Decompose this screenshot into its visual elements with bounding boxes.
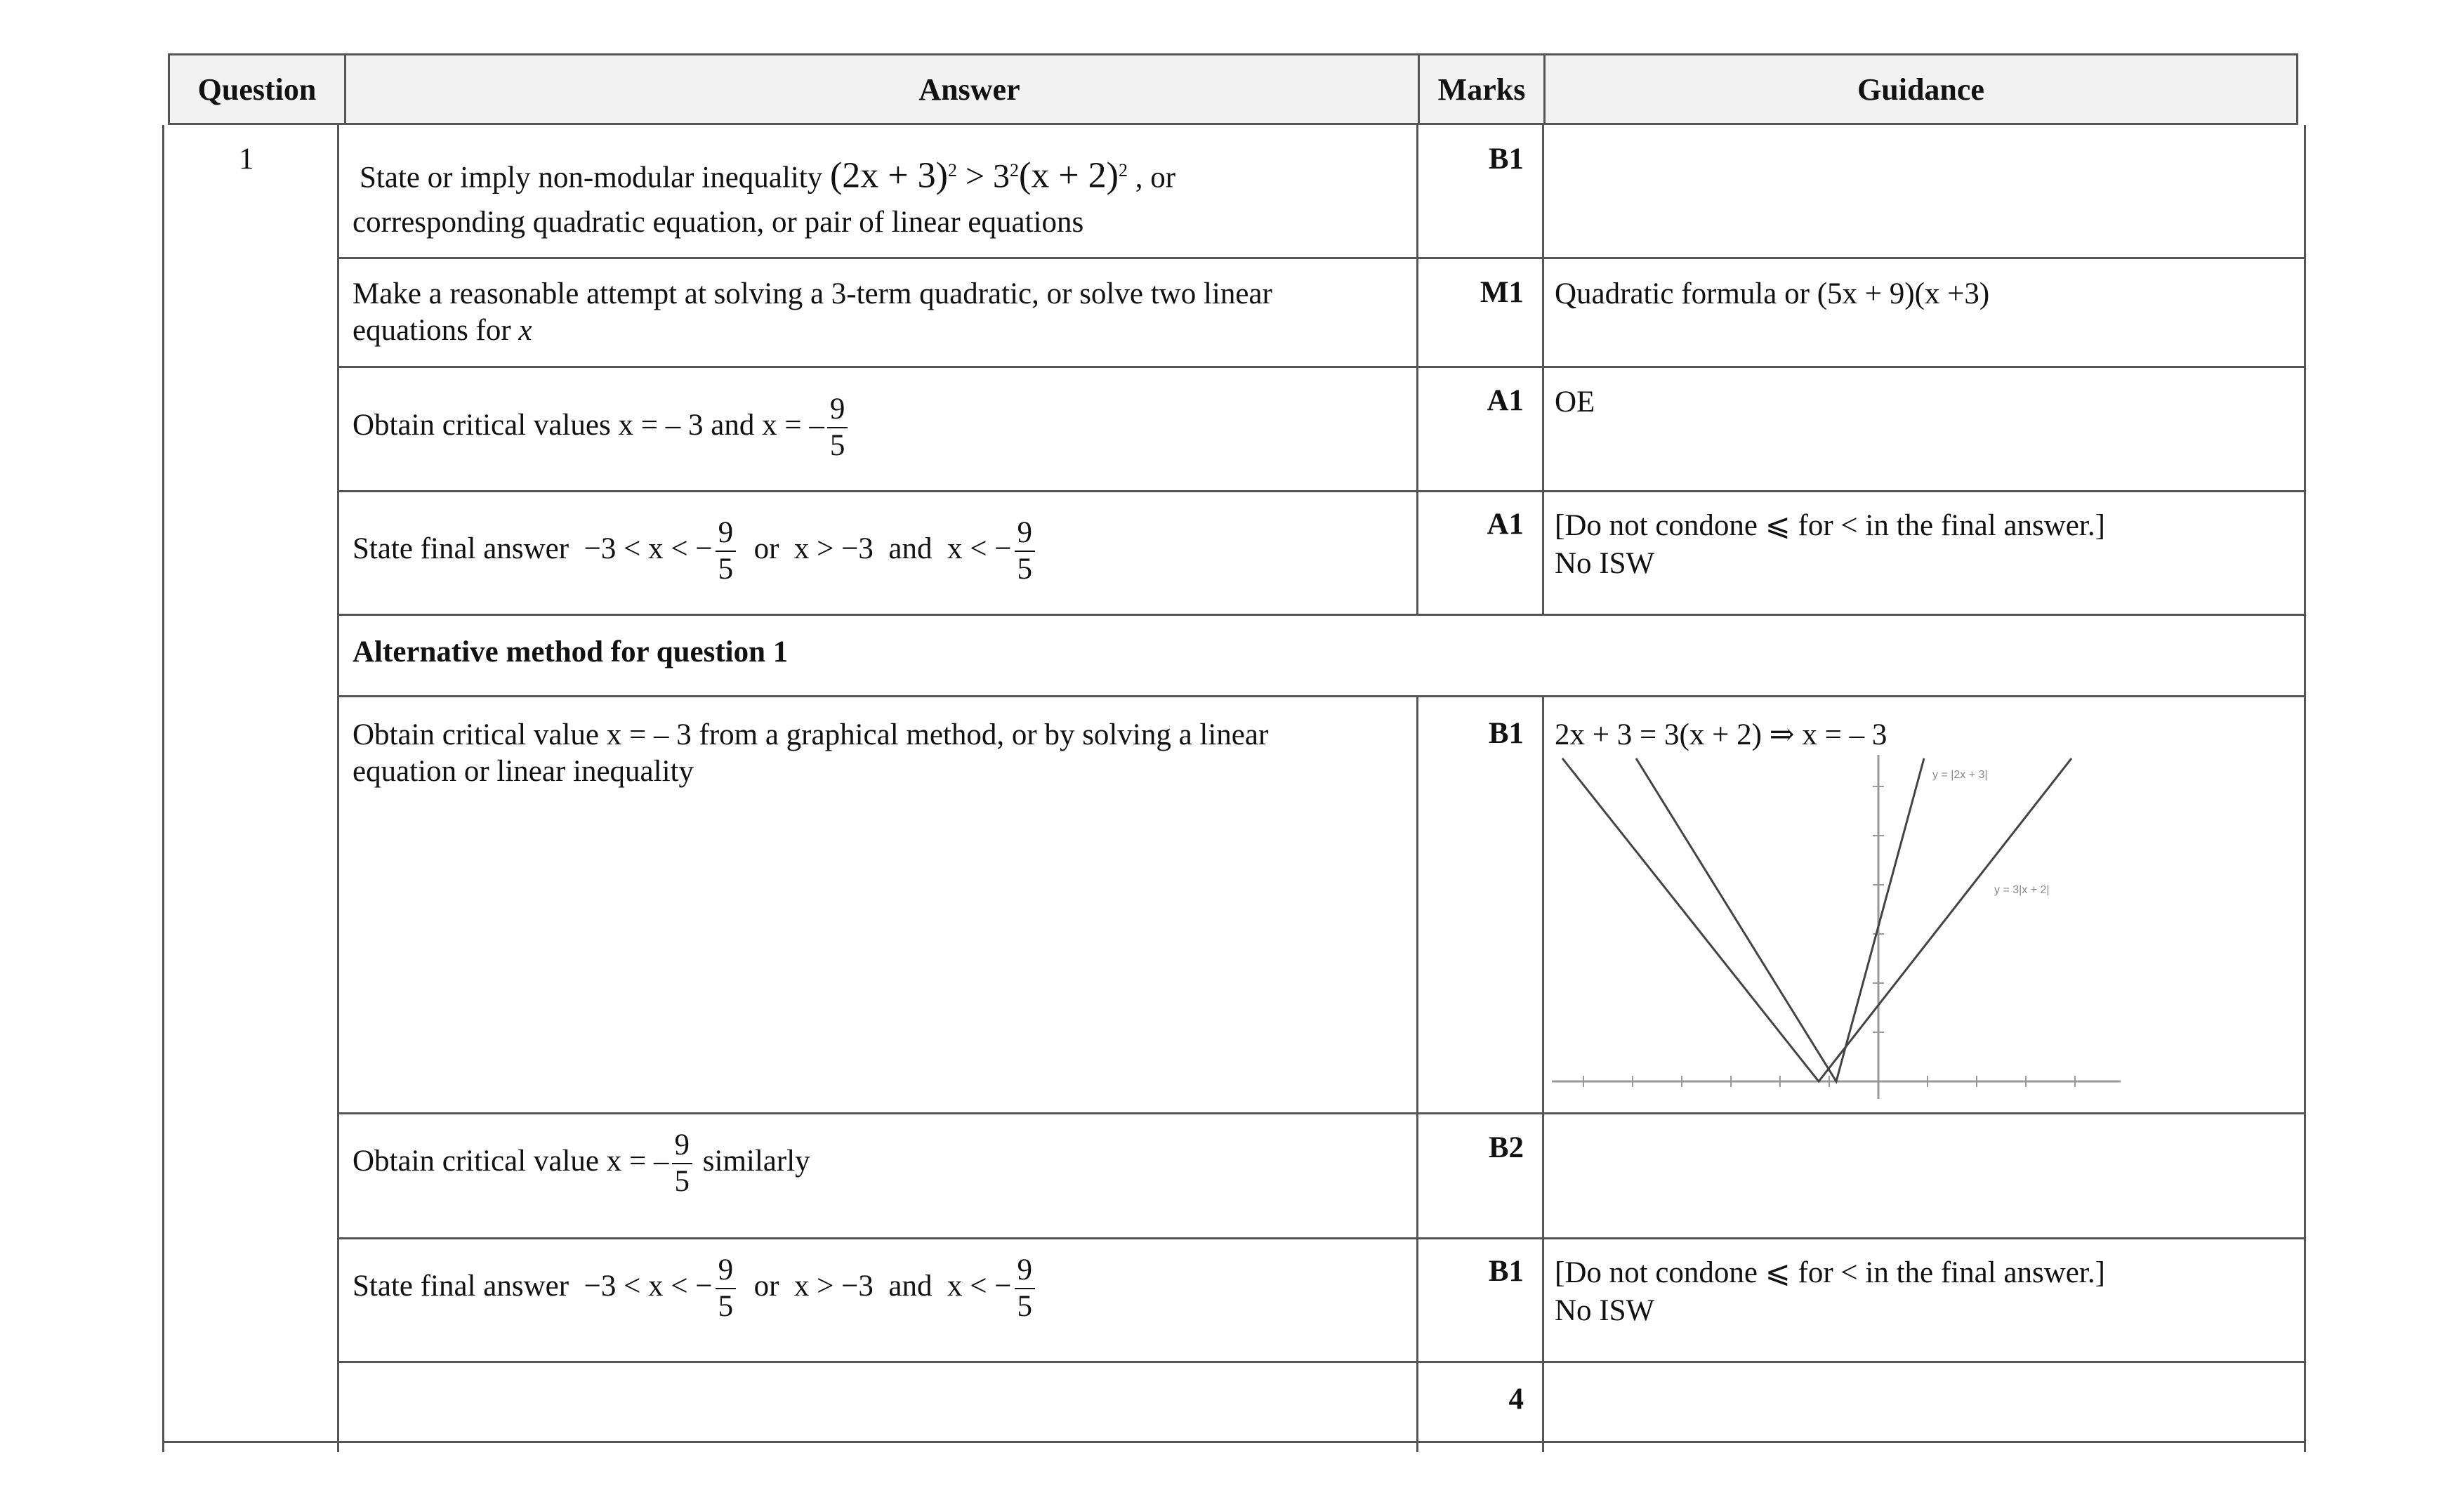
answer-marks-divider (1416, 695, 1418, 1452)
mark-row-7: B2 (1488, 1131, 1524, 1164)
table-right-border (2304, 125, 2306, 1452)
guidance-row-2: Quadratic formula or (5x + 9)(x +3) (1555, 277, 1990, 310)
header-answer: Answer (918, 72, 1020, 107)
answer-row-6-line-2: equation or linear inequality (353, 755, 694, 788)
table-bottom-border (162, 1441, 2306, 1443)
question-column-divider (337, 125, 339, 1452)
table-header (168, 53, 2298, 125)
guidance-row-8-line-1: [Do not condone ⩽ for < in the final answer.] (1555, 1256, 2105, 1289)
row-divider (337, 490, 2306, 492)
alternative-method-title: Alternative method for question 1 (353, 635, 789, 669)
row-divider (337, 614, 2306, 616)
graph-label-1: y = |2x + 3| (1932, 769, 1988, 781)
guidance-row-8-line-2: No ISW (1555, 1294, 1655, 1327)
row-divider (337, 695, 2306, 697)
header-guidance: Guidance (1857, 72, 1984, 107)
mark-row-1: B1 (1488, 143, 1524, 176)
answer-row-7: Obtain critical value x = – $\frac{9}{5}$ similarly (353, 1128, 810, 1199)
guidance-row-4-line-1: [Do not condone ⩽ for < in the final answer.] (1555, 509, 2105, 542)
mark-row-6: B1 (1488, 717, 1524, 750)
mark-row-8: B1 (1488, 1255, 1524, 1288)
row-divider (337, 366, 2306, 368)
answer-row-8: State final answer −3 < x < − $\frac{9}{5}$ or x > −3 and x < − $\frac{9}{5}$ (353, 1251, 1038, 1324)
header-marks: Marks (1437, 72, 1526, 107)
marks-guidance-divider (1542, 695, 1544, 1452)
answer-row-2-line-1: Make a reasonable attempt at solving a 3-term quadratic, or solve two linear (353, 277, 1272, 310)
guidance-row-3: OE (1555, 386, 1595, 419)
answer-row-4: State final answer −3 < x < − $\frac{9}{5}$ or x > −3 and x < − $\frac{9}{5}$ (353, 514, 1038, 587)
mark-row-4: A1 (1487, 508, 1524, 541)
mark-row-3: A1 (1487, 384, 1524, 417)
row-divider (337, 1361, 2306, 1363)
answer-row-6-line-1: Obtain critical value x = – 3 from a graphical method, or by solving a linear (353, 718, 1269, 751)
answer-row-3: Obtain critical values x = – 3 and x = – $\frac{9}{5}$ (353, 390, 850, 463)
answer-marks-divider (1416, 125, 1418, 614)
graph-line-3-x-plus-2 (1562, 758, 2071, 1081)
graph-ticks (1583, 786, 2075, 1087)
table-left-border (162, 125, 164, 1452)
marks-guidance-divider (1542, 125, 1544, 614)
guidance-row-6: 2x + 3 = 3(x + 2) ⇒ x = – 3 (1555, 718, 1887, 751)
graph-label-2: y = 3|x + 2| (1994, 884, 2050, 896)
row-divider (337, 1112, 2306, 1114)
guidance-row-4-line-2: No ISW (1555, 547, 1655, 580)
row-divider (337, 257, 2306, 259)
answer-row-2-line-2: equations for x (353, 314, 532, 347)
answer-row-1-line-1: State or imply non-modular inequality $(2x + 3)^2 > 3^2(x + 2)^2$ , or (360, 155, 1176, 196)
total-marks: 4 (1508, 1383, 1524, 1416)
answer-row-1-line-2: corresponding quadratic equation, or pair of linear equations (353, 206, 1084, 239)
modulus-graph (1545, 744, 2149, 1109)
question-number: 1 (239, 143, 254, 176)
mark-row-2: M1 (1480, 276, 1524, 309)
row-divider (337, 1237, 2306, 1239)
header-question: Question (197, 72, 317, 107)
